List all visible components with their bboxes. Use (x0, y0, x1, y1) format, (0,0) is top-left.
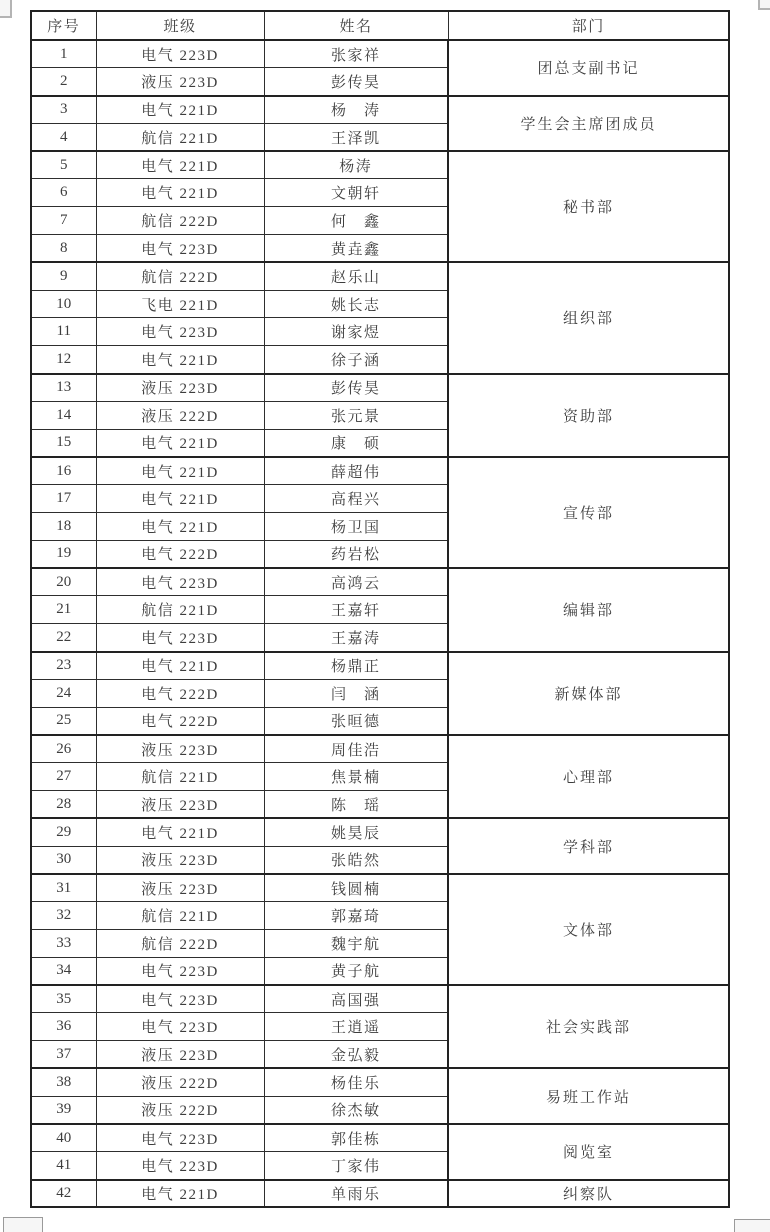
class-cell: 电气 221D (96, 151, 264, 179)
name-cell: 赵乐山 (264, 262, 448, 290)
name-cell: 杨涛 (264, 151, 448, 179)
department-cell: 宣传部 (448, 457, 729, 568)
row-number-cell: 3 (31, 96, 96, 124)
department-cell: 团总支副书记 (448, 40, 729, 96)
table-row (31, 818, 729, 846)
class-cell: 液压 223D (96, 68, 264, 96)
name-cell: 郭佳栋 (264, 1124, 448, 1152)
department-cell: 组织部 (448, 262, 729, 373)
table-row (31, 1124, 729, 1152)
table-row (31, 151, 729, 179)
class-cell: 电气 221D (96, 818, 264, 846)
name-cell: 杨卫国 (264, 513, 448, 541)
name-cell: 高程兴 (264, 485, 448, 513)
name-cell: 王嘉涛 (264, 624, 448, 652)
row-number-cell: 13 (31, 374, 96, 402)
page-corner-mark-bottom-left (3, 1217, 43, 1232)
table-row (31, 457, 729, 485)
name-cell: 杨佳乐 (264, 1068, 448, 1096)
row-number-cell: 38 (31, 1068, 96, 1096)
class-cell: 电气 221D (96, 429, 264, 457)
class-cell: 液压 222D (96, 1068, 264, 1096)
table-row (31, 96, 729, 124)
table-row (31, 374, 729, 402)
row-number-cell: 33 (31, 930, 96, 958)
header-row (31, 11, 729, 40)
name-cell: 张皓然 (264, 846, 448, 874)
department-cell: 学生会主席团成员 (448, 96, 729, 152)
department-cell: 阅览室 (448, 1124, 729, 1180)
class-cell: 航信 222D (96, 930, 264, 958)
class-cell: 电气 223D (96, 568, 264, 596)
class-cell: 电气 223D (96, 985, 264, 1013)
name-cell: 陈 瑶 (264, 791, 448, 819)
row-number-cell: 8 (31, 235, 96, 263)
row-number-cell: 9 (31, 262, 96, 290)
name-cell: 彭传昊 (264, 68, 448, 96)
row-number-cell: 14 (31, 401, 96, 429)
name-cell: 钱圆楠 (264, 874, 448, 902)
name-cell: 康 硕 (264, 429, 448, 457)
department-cell: 资助部 (448, 374, 729, 457)
name-cell: 丁家伟 (264, 1152, 448, 1180)
row-number-cell: 42 (31, 1180, 96, 1208)
row-number-cell: 37 (31, 1041, 96, 1069)
class-cell: 航信 221D (96, 596, 264, 624)
header-class: 班级 (96, 11, 264, 40)
name-cell: 何 鑫 (264, 207, 448, 235)
row-number-cell: 18 (31, 513, 96, 541)
row-number-cell: 30 (31, 846, 96, 874)
name-cell: 魏宇航 (264, 930, 448, 958)
class-cell: 电气 223D (96, 318, 264, 346)
name-cell: 杨鼎正 (264, 652, 448, 680)
row-number-cell: 40 (31, 1124, 96, 1152)
class-cell: 液压 222D (96, 401, 264, 429)
class-cell: 电气 221D (96, 179, 264, 207)
row-number-cell: 23 (31, 652, 96, 680)
row-number-cell: 11 (31, 318, 96, 346)
class-cell: 电气 223D (96, 624, 264, 652)
department-cell: 编辑部 (448, 568, 729, 651)
row-number-cell: 27 (31, 763, 96, 791)
row-number-cell: 19 (31, 540, 96, 568)
row-number-cell: 2 (31, 68, 96, 96)
name-cell: 黄垚鑫 (264, 235, 448, 263)
class-cell: 航信 221D (96, 763, 264, 791)
class-cell: 航信 221D (96, 123, 264, 151)
row-number-cell: 28 (31, 791, 96, 819)
class-cell: 电气 222D (96, 679, 264, 707)
row-number-cell: 12 (31, 346, 96, 374)
class-cell: 液压 222D (96, 1096, 264, 1124)
class-cell: 电气 223D (96, 1124, 264, 1152)
header-department: 部门 (448, 11, 729, 40)
row-number-cell: 24 (31, 679, 96, 707)
name-cell: 高国强 (264, 985, 448, 1013)
class-cell: 电气 221D (96, 652, 264, 680)
class-cell: 电气 221D (96, 346, 264, 374)
class-cell: 电气 221D (96, 513, 264, 541)
class-cell: 电气 223D (96, 1152, 264, 1180)
department-cell: 心理部 (448, 735, 729, 818)
department-cell: 文体部 (448, 874, 729, 985)
class-cell: 电气 223D (96, 235, 264, 263)
department-cell: 易班工作站 (448, 1068, 729, 1124)
header-no: 序号 (31, 11, 96, 40)
name-cell: 杨 涛 (264, 96, 448, 124)
row-number-cell: 41 (31, 1152, 96, 1180)
name-cell: 彭传昊 (264, 374, 448, 402)
class-cell: 液压 223D (96, 1041, 264, 1069)
row-number-cell: 31 (31, 874, 96, 902)
name-cell: 焦景楠 (264, 763, 448, 791)
class-cell: 航信 222D (96, 207, 264, 235)
row-number-cell: 15 (31, 429, 96, 457)
row-number-cell: 39 (31, 1096, 96, 1124)
row-number-cell: 5 (31, 151, 96, 179)
name-cell: 姚长志 (264, 290, 448, 318)
row-number-cell: 1 (31, 40, 96, 68)
name-cell: 薛超伟 (264, 457, 448, 485)
class-cell: 液压 223D (96, 874, 264, 902)
table-row (31, 262, 729, 290)
row-number-cell: 32 (31, 902, 96, 930)
department-cell: 新媒体部 (448, 652, 729, 735)
name-cell: 徐杰敏 (264, 1096, 448, 1124)
class-cell: 液压 223D (96, 374, 264, 402)
name-cell: 金弘毅 (264, 1041, 448, 1069)
name-cell: 药岩松 (264, 540, 448, 568)
row-number-cell: 35 (31, 985, 96, 1013)
row-number-cell: 17 (31, 485, 96, 513)
row-number-cell: 26 (31, 735, 96, 763)
class-cell: 电气 223D (96, 957, 264, 985)
table-row (31, 40, 729, 68)
name-cell: 黄子航 (264, 957, 448, 985)
name-cell: 郭嘉琦 (264, 902, 448, 930)
department-cell: 秘书部 (448, 151, 729, 262)
class-cell: 电气 221D (96, 457, 264, 485)
row-number-cell: 22 (31, 624, 96, 652)
table-row (31, 874, 729, 902)
table-row (31, 985, 729, 1013)
class-cell: 航信 221D (96, 902, 264, 930)
name-cell: 谢家煜 (264, 318, 448, 346)
row-number-cell: 21 (31, 596, 96, 624)
name-cell: 文朝轩 (264, 179, 448, 207)
row-number-cell: 16 (31, 457, 96, 485)
name-cell: 徐子涵 (264, 346, 448, 374)
class-cell: 液压 223D (96, 846, 264, 874)
table-row (31, 652, 729, 680)
name-cell: 高鸿云 (264, 568, 448, 596)
row-number-cell: 10 (31, 290, 96, 318)
row-number-cell: 25 (31, 707, 96, 735)
department-cell: 纠察队 (448, 1180, 729, 1208)
class-cell: 航信 222D (96, 262, 264, 290)
name-cell: 张元景 (264, 401, 448, 429)
row-number-cell: 29 (31, 818, 96, 846)
page-corner-mark-top-right (758, 0, 770, 10)
table-row (31, 735, 729, 763)
name-cell: 张家祥 (264, 40, 448, 68)
class-cell: 电气 221D (96, 96, 264, 124)
department-cell: 学科部 (448, 818, 729, 874)
page-corner-mark-top-left (0, 0, 12, 18)
class-cell: 电气 222D (96, 707, 264, 735)
table-row (31, 1068, 729, 1096)
class-cell: 飞电 221D (96, 290, 264, 318)
row-number-cell: 6 (31, 179, 96, 207)
row-number-cell: 34 (31, 957, 96, 985)
class-cell: 电气 223D (96, 40, 264, 68)
row-number-cell: 20 (31, 568, 96, 596)
name-cell: 张晅德 (264, 707, 448, 735)
class-cell: 电气 221D (96, 1180, 264, 1208)
name-cell: 周佳浩 (264, 735, 448, 763)
roster-table (30, 10, 730, 1208)
class-cell: 电气 221D (96, 485, 264, 513)
class-cell: 电气 223D (96, 1013, 264, 1041)
row-number-cell: 4 (31, 123, 96, 151)
name-cell: 王泽凯 (264, 123, 448, 151)
header-name: 姓名 (264, 11, 448, 40)
name-cell: 单雨乐 (264, 1180, 448, 1208)
class-cell: 电气 222D (96, 540, 264, 568)
name-cell: 闫 涵 (264, 679, 448, 707)
table-row (31, 1180, 729, 1208)
row-number-cell: 36 (31, 1013, 96, 1041)
row-number-cell: 7 (31, 207, 96, 235)
name-cell: 王嘉轩 (264, 596, 448, 624)
name-cell: 王逍遥 (264, 1013, 448, 1041)
table-row (31, 568, 729, 596)
page-corner-mark-bottom-right (734, 1219, 770, 1232)
class-cell: 液压 223D (96, 735, 264, 763)
class-cell: 液压 223D (96, 791, 264, 819)
department-cell: 社会实践部 (448, 985, 729, 1068)
name-cell: 姚昊辰 (264, 818, 448, 846)
